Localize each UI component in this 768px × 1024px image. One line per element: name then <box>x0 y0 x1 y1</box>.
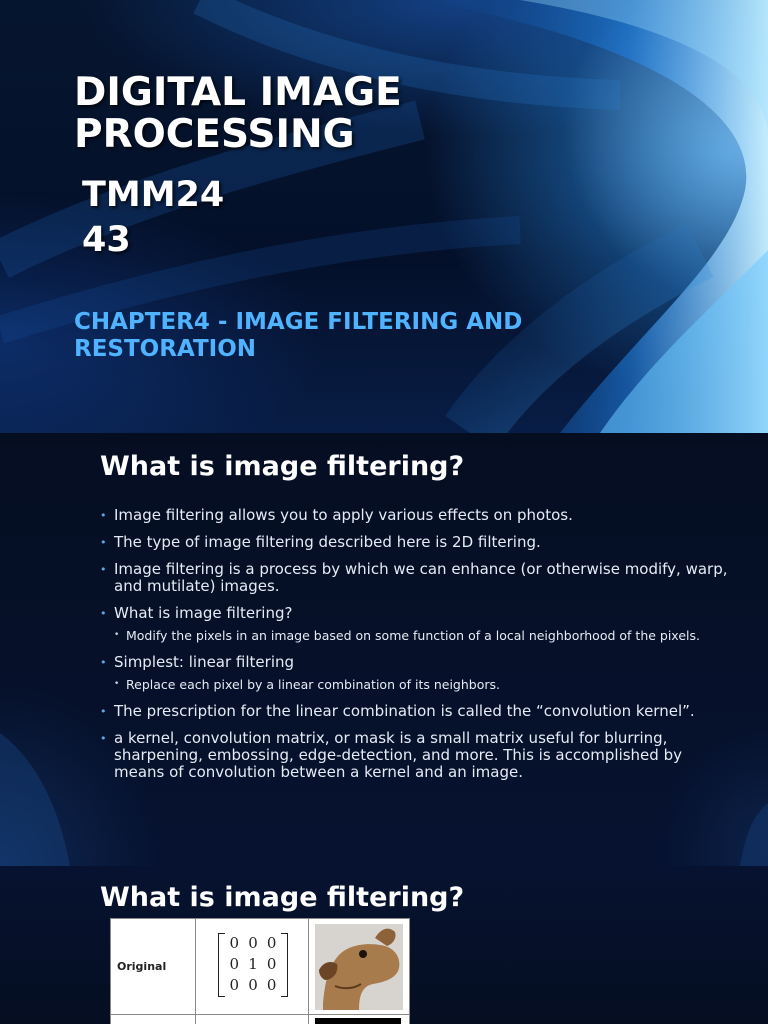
presentation-title: DIGITAL IMAGE PROCESSING <box>74 70 402 157</box>
bullet-text: The prescription for the linear combination is called the “convolution kernel”. <box>114 702 695 720</box>
kernel-value: 0 <box>248 975 258 994</box>
title-slide <box>0 0 768 433</box>
bullet-text: a kernel, convolution matrix, or mask is a small matrix useful for blurring, sharpening, embossing, edge-detection, and more. This is accomplished by means of convolution between a kernel and an image. <box>114 729 682 781</box>
sub-bullet-item <box>100 677 730 692</box>
bullet-dot-icon: • <box>114 630 120 640</box>
result-image-partial <box>315 1018 401 1024</box>
bullet-text: Simplest: linear filtering <box>114 653 295 671</box>
bullet-item <box>100 654 730 671</box>
bullet-dot-icon: • <box>100 536 107 549</box>
bullet-text: Image filtering is a process by which we can enhance (or otherwise modify, warp, and mutilate) images. <box>114 560 728 595</box>
bullet-item <box>100 703 730 720</box>
kernel-value: 0 <box>229 954 240 973</box>
bullet-dot-icon: • <box>100 705 107 718</box>
content-slide <box>0 433 768 866</box>
kernel-value: 0 <box>229 934 240 953</box>
sub-bullet-item <box>100 628 730 643</box>
chapter-title: CHAPTER4 - IMAGE FILTERING AND RESTORATION <box>74 309 523 362</box>
bullet-text: Modify the pixels in an image based on some function of a local neighborhood of the pixels. <box>126 628 700 643</box>
table-row <box>111 919 410 1015</box>
bullet-text: Replace each pixel by a linear combination of its neighbors. <box>126 677 500 692</box>
animal-photo <box>315 924 403 1010</box>
image-cell <box>309 1015 410 1024</box>
kernel-matrix-cell <box>196 1015 309 1024</box>
kernel-value: 0 <box>266 934 277 953</box>
image-cell <box>309 919 410 1015</box>
bullet-item <box>100 534 730 551</box>
bullet-item <box>100 507 730 524</box>
bullet-item <box>100 605 730 622</box>
kernel-value: 1 <box>248 954 258 973</box>
bullet-text: What is image filtering? <box>114 604 293 622</box>
kernel-values <box>225 933 281 995</box>
matrix-bracket-right <box>281 933 288 997</box>
bullet-text: Image filtering allows you to apply various effects on photos. <box>114 506 573 524</box>
filter-example-table <box>110 918 410 1024</box>
course-code: TMM24 43 <box>82 175 225 260</box>
kernel-value: 0 <box>266 975 277 994</box>
bullet-item <box>100 561 730 595</box>
bullet-list <box>100 507 730 791</box>
slide-heading: What is image filtering? <box>100 882 465 913</box>
bullet-dot-icon: • <box>100 509 107 522</box>
bullet-dot-icon: • <box>114 679 120 689</box>
bullet-item <box>100 730 730 781</box>
row-label <box>111 1015 196 1024</box>
content-slide-table <box>0 866 768 1024</box>
kernel-matrix <box>218 933 288 997</box>
bullet-text: The type of image filtering described here is 2D filtering. <box>114 533 541 551</box>
kernel-value: 0 <box>266 954 277 973</box>
bullet-dot-icon: • <box>100 732 107 745</box>
kernel-matrix-cell <box>196 919 309 1015</box>
bullet-dot-icon: • <box>100 656 107 669</box>
bullet-dot-icon: • <box>100 563 107 576</box>
slide-heading: What is image filtering? <box>100 451 465 482</box>
kernel-value: 0 <box>229 975 240 994</box>
bullet-dot-icon: • <box>100 607 107 620</box>
matrix-bracket-left <box>218 933 225 997</box>
row-label: Original <box>111 919 196 1015</box>
table-row <box>111 1015 410 1024</box>
kernel-value: 0 <box>248 934 258 953</box>
